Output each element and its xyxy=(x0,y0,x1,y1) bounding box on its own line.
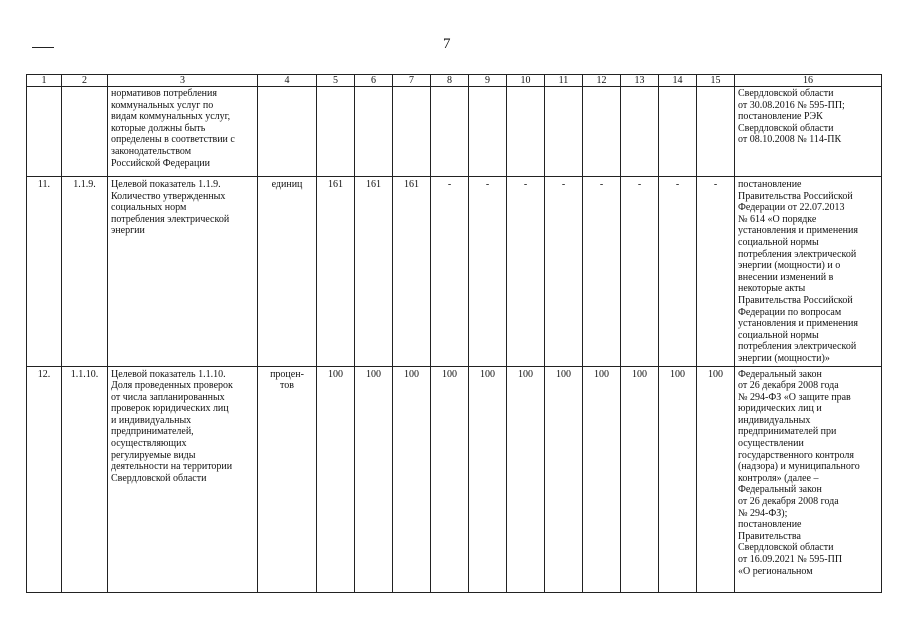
table-row xyxy=(27,366,882,592)
value-cell: - xyxy=(659,177,697,367)
source-cell: постановление Правительства Российской Федерации от 22.07.2013 № 614 «О порядке установления и применения социальной нормы потребления электрической энергии (мощности) и о внесении изменений в некоторые акты Правительства Российской Федерации по вопросам установления и применения социальной нормы потребления электрической энергии (мощности)» xyxy=(735,177,882,367)
value-cell: 161 xyxy=(317,177,355,367)
value-cell xyxy=(469,87,507,177)
value-cell: - xyxy=(621,177,659,367)
header-dash xyxy=(32,47,54,48)
column-header: 5 xyxy=(317,75,355,87)
value-cell: - xyxy=(469,177,507,367)
column-header: 7 xyxy=(393,75,431,87)
column-header: 14 xyxy=(659,75,697,87)
row-number-cell: 12. xyxy=(27,366,62,592)
value-cell xyxy=(659,87,697,177)
value-cell: - xyxy=(507,177,545,367)
column-header: 9 xyxy=(469,75,507,87)
value-cell: 100 xyxy=(659,366,697,592)
row-number-cell xyxy=(27,87,62,177)
data-table xyxy=(26,74,882,593)
column-header: 15 xyxy=(697,75,735,87)
indicator-name-cell: Целевой показатель 1.1.9. Количество утвержденных социальных норм потребления электрической энергии xyxy=(108,177,258,367)
table-row xyxy=(27,87,882,177)
value-cell: 100 xyxy=(545,366,583,592)
value-cell xyxy=(431,87,469,177)
indicator-code-cell: 1.1.9. xyxy=(62,177,108,367)
column-header: 11 xyxy=(545,75,583,87)
indicator-code-cell: 1.1.10. xyxy=(62,366,108,592)
value-cell: - xyxy=(697,177,735,367)
value-cell xyxy=(697,87,735,177)
value-cell: 100 xyxy=(317,366,355,592)
value-cell xyxy=(317,87,355,177)
unit-cell: единиц xyxy=(258,177,317,367)
value-cell: 161 xyxy=(393,177,431,367)
header-row xyxy=(27,75,882,87)
indicator-name-cell: нормативов потребления коммунальных услуг по видам коммунальных услуг, которые должны быть определены в соответствии с законодательством Российской Федерации xyxy=(108,87,258,177)
column-header: 3 xyxy=(108,75,258,87)
value-cell: 100 xyxy=(431,366,469,592)
value-cell xyxy=(545,87,583,177)
value-cell: 100 xyxy=(621,366,659,592)
column-header: 8 xyxy=(431,75,469,87)
value-cell xyxy=(355,87,393,177)
column-header: 2 xyxy=(62,75,108,87)
column-header: 6 xyxy=(355,75,393,87)
indicator-code-cell xyxy=(62,87,108,177)
value-cell: - xyxy=(583,177,621,367)
row-number-cell: 11. xyxy=(27,177,62,367)
value-cell: 161 xyxy=(355,177,393,367)
value-cell: 100 xyxy=(393,366,431,592)
column-header: 13 xyxy=(621,75,659,87)
value-cell xyxy=(621,87,659,177)
value-cell: 100 xyxy=(697,366,735,592)
value-cell: - xyxy=(431,177,469,367)
column-header: 10 xyxy=(507,75,545,87)
source-cell: Федеральный закон от 26 декабря 2008 года № 294-ФЗ «О защите прав юридических лиц и индивидуальных предпринимателей при осуществлении государственного контроля (надзора) и муниципального контроля» (далее – Федеральный закон от 26 декабря 2008 года № 294-ФЗ); постановление Правительства Свердловской области от 16.09.2021 № 595-ПП «О региональном xyxy=(735,366,882,592)
value-cell: - xyxy=(545,177,583,367)
column-header: 16 xyxy=(735,75,882,87)
value-cell: 100 xyxy=(355,366,393,592)
column-header: 12 xyxy=(583,75,621,87)
source-cell: Свердловской области от 30.08.2016 № 595-ПП; постановление РЭК Свердловской области от 08.10.2008 № 114-ПК xyxy=(735,87,882,177)
value-cell xyxy=(507,87,545,177)
page-number: 7 xyxy=(443,36,451,52)
indicator-name-cell: Целевой показатель 1.1.10. Доля проведенных проверок от числа запланированных проверок юридических лиц и индивидуальных предпринимателей, осуществляющих регулируемые виды деятельности на территории Свердловской области xyxy=(108,366,258,592)
unit-cell xyxy=(258,87,317,177)
column-header: 4 xyxy=(258,75,317,87)
table-row xyxy=(27,177,882,367)
value-cell: 100 xyxy=(469,366,507,592)
value-cell xyxy=(393,87,431,177)
column-header: 1 xyxy=(27,75,62,87)
unit-cell: процен- тов xyxy=(258,366,317,592)
value-cell: 100 xyxy=(583,366,621,592)
value-cell xyxy=(583,87,621,177)
value-cell: 100 xyxy=(507,366,545,592)
